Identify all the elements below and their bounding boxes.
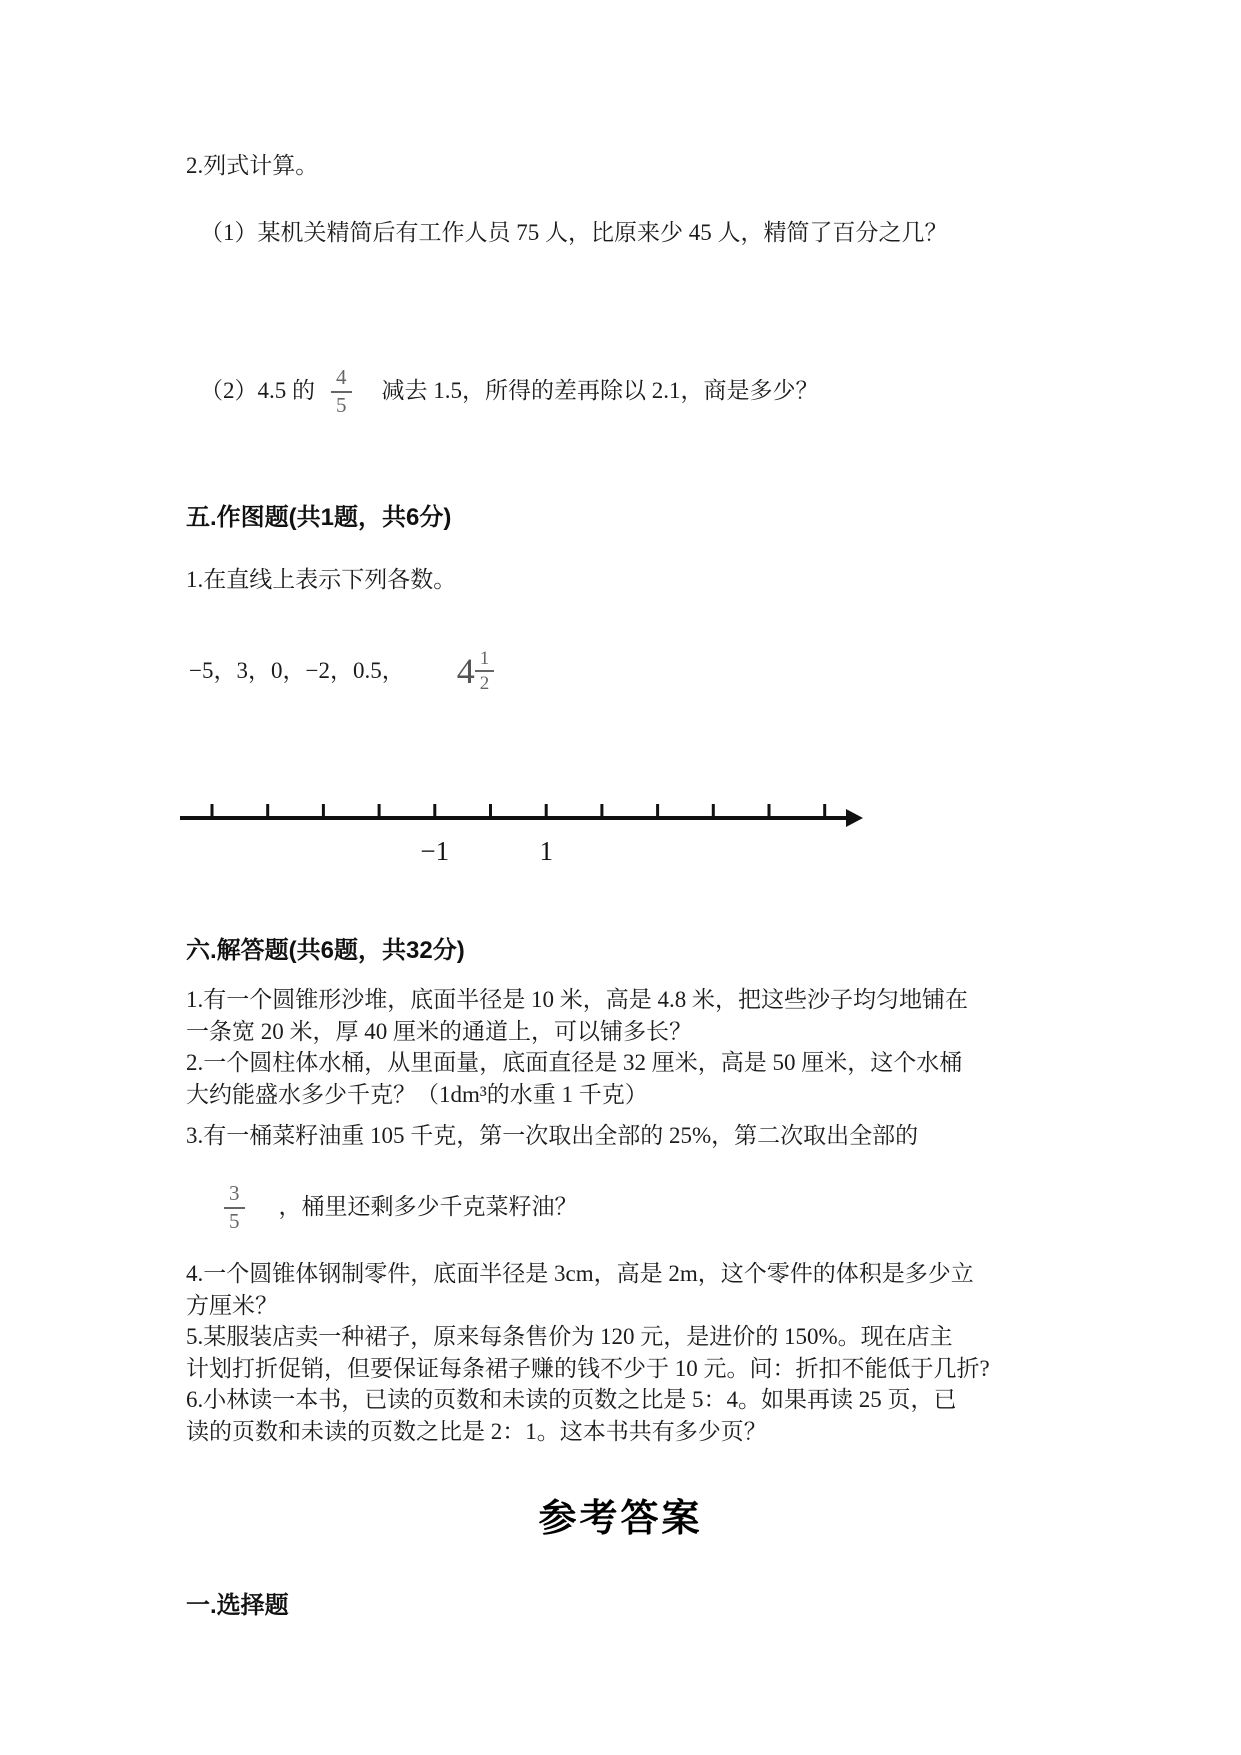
numbers-list-row [189,648,494,695]
numbers-list: −5，3，0，−2，0.5， [189,657,405,683]
mixed-number-fraction [475,648,495,695]
mixed-number-4-1-2 [457,648,495,695]
fraction-denominator: 5 [336,392,347,417]
solve-q2-line2: 大约能盛水多少千克？（1dm³的水重 1 千克） [186,1081,648,1107]
solve-q3-suffix: ，桶里还剩多少千克菜籽油？ [278,1194,578,1220]
answers-section-1-heading: 一.选择题 [186,1592,289,1619]
solve-questions-4-6 [186,1258,990,1448]
solve-q6-line1: 6.小林读一本书，已读的页数和未读的页数之比是 5：4。如果再读 25 页，已 [186,1387,957,1413]
calc-question-1: （1）某机关精简后有工作人员 75 人，比原来少 45 人，精简了百分之几？ [200,220,948,245]
solve-questions-1-2 [186,984,968,1110]
mixed-number-whole: 4 [456,651,475,692]
fraction-4-5 [331,366,352,417]
calc-section-heading: 2.列式计算。 [186,153,319,178]
fraction-numerator: 1 [475,648,495,672]
solve-q5-line1: 5.某服装店卖一种裙子，原来每条售价为 120 元，是进价的 150%。现在店主 [186,1324,953,1350]
solve-q3-fraction-row [224,1182,578,1233]
calc-question-2-prefix: （2）4.5 的 [200,378,315,404]
solve-q3-line1: 3.有一桶菜籽油重 105 千克，第一次取出全部的 25%，第二次取出全部的 [186,1123,919,1148]
solve-q6-line2: 读的页数和未读的页数之比是 2：1。这本书共有多少页？ [186,1418,767,1444]
answers-heading: 参考答案 [538,1498,703,1540]
solve-q1-line2: 一条宽 20 米，厚 40 厘米的通道上，可以铺多长？ [186,1018,692,1044]
solve-q5-line2: 计划打折促销，但要保证每条裙子赚的钱不少于 10 元。问：折扣不能低于几折? [186,1355,990,1381]
drawing-question-1: 1.在直线上表示下列各数。 [186,567,457,592]
solve-q1-line1: 1.有一个圆锥形沙堆，底面半径是 10 米，高是 4.8 米，把这些沙子均匀地铺在 [186,987,968,1012]
calc-question-2-suffix: 减去 1.5，所得的差再除以 2.1，商是多少？ [381,378,819,404]
number-line-label: −1 [420,836,450,866]
fraction-numerator: 3 [224,1182,245,1209]
calc-question-2 [200,366,819,417]
solve-q4-line2: 方厘米？ [186,1292,278,1318]
solve-section-heading: 六.解答题(共6题，共32分) [186,937,465,964]
number-line-label: 1 [539,836,553,866]
fraction-denominator: 5 [229,1208,240,1233]
drawing-section-heading: 五.作图题(共1题，共6分) [186,504,452,531]
solve-q4-line1: 4.一个圆锥体钢制零件，底面半径是 3cm，高是 2m，这个零件的体积是多少立 [186,1261,974,1286]
fraction-numerator: 4 [331,366,352,393]
solve-q2-line1: 2.一个圆柱体水桶，从里面量，底面直径是 32 厘米，高是 50 厘米，这个水桶 [186,1050,963,1076]
fraction-3-5 [224,1182,245,1233]
number-line-diagram [170,772,870,882]
arrow-right-icon [846,809,863,827]
fraction-denominator: 2 [479,673,490,695]
